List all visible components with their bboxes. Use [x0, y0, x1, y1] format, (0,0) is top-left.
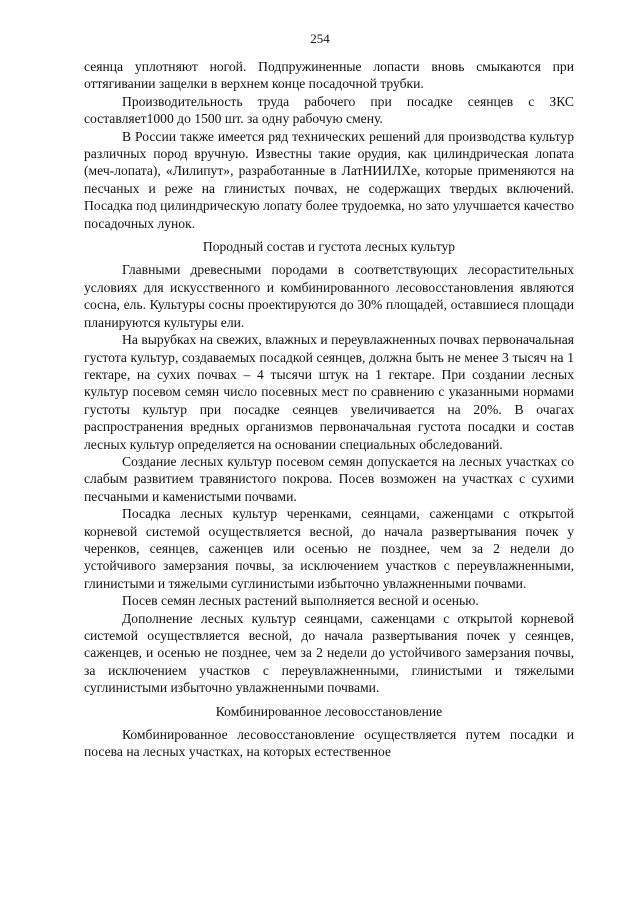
- section-heading-combined-reforestation: Комбинированное лесовосстановление: [215, 703, 443, 719]
- page-number: 254: [310, 31, 330, 46]
- paragraph: сеянца уплотняют ногой. Подпружиненные лопасти вновь смыкаются при оттягивании защелки в верхнем конце посадочной трубки.: [84, 59, 574, 92]
- paragraph: В России также имеется ряд технических решений для производства культур различных пород вручную. Известны такие орудия, как цилиндрическая лопата (меч-лопата), «Лилипут», разработанные в ЛатНИИЛХе, которые применяются на песчаных и реже на глинистых почвах, не содержащих твердых включений. Посадка под цилиндрическую лопату более трудоемка, но зато улучшается качество посадочных лунок.: [84, 128, 574, 231]
- paragraph: Посев семян лесных растений выполняется весной и осенью.: [122, 593, 479, 609]
- paragraph: Главными древесными породами в соответствующих лесорастительных условиях для искусственного и комбинированного лесовосстановления являются сосна, ель. Культуры сосны проектируются до 30% площадей, оставшиеся площади планируются культуры ели.: [84, 262, 574, 330]
- paragraph: Производительность труда рабочего при посадке сеянцев с ЗКС составляет1000 до 1500 шт. за одну рабочую смену.: [84, 93, 574, 127]
- paragraph: Посадка лесных культур черенками, сеянцами, саженцами с открытой корневой системой осуществляется весной, до начала развертывания почек у черенков, сеянцев, саженцев или осенью не позднее, чем за 2 недели до устойчивого замерзания почвы, за исключением участков с переувлажненными, глинистыми и тяжелыми суглинистыми избыточно увлажненными почвами.: [84, 506, 574, 591]
- paragraph: Создание лесных культур посевом семян допускается на лесных участках со слабым развитием травянистого покрова. Посев возможен на участках с сухими песчаными и каменистыми почвами.: [84, 453, 574, 504]
- section-heading-species-density: Породный состав и густота лесных культур: [202, 239, 456, 255]
- paragraph: Комбинированное лесовосстановление осуществляется путем посадки и посева на лесных участках, на которых естественное: [84, 727, 574, 760]
- paragraph: На вырубках на свежих, влажных и переувлажненных почвах первоначальная густота культур, создаваемых посадкой сеянцев, должна быть не менее 3 тысяч на 1 гектаре, на сухих почвах – 4 тысячи штук на 1 гектаре. При создании лесных культур посевом семян число посевных мест по сравнению с указанными нормами густоты культур при посадке сеянцев увеличивается на 20%. В очагах распространения вредных организмов первоначальная густота посадки и состав лесных культур определяется на основании специальных обследований.: [84, 332, 574, 452]
- document-body: [84, 58, 574, 761]
- paragraph: Дополнение лесных культур сеянцами, саженцами с открытой корневой системой осуществляется весной, до начала развертывания почек у сеянцев, саженцев, и осенью не позднее, чем за 2 недели до устойчивого замерзания почвы, за исключением участков с переувлажненными, глинистыми и тяжелыми суглинистыми избыточно увлажненными почвами.: [84, 610, 574, 696]
